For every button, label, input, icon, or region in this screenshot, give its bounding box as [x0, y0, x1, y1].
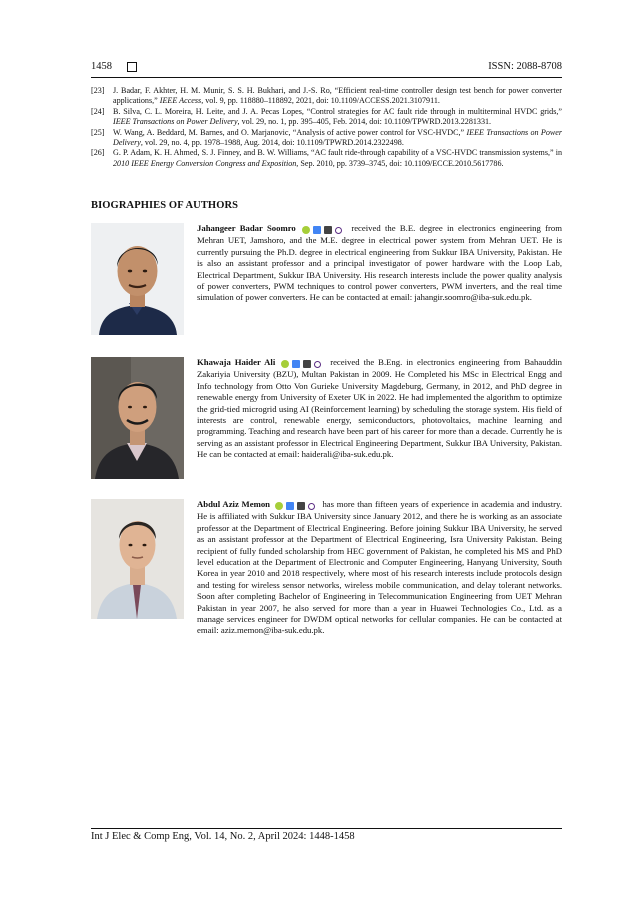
- reference-text: , vol. 29, no. 1, pp. 395–405, Feb. 2014, doi: 10.1109/TPWRD.2013.2281331.: [237, 117, 492, 127]
- author-profile-links: [302, 224, 345, 235]
- reference-number: [26]: [91, 148, 105, 158]
- biography-body: received the B.E. degree in electronics engineering from Mehran UET, Jamshoro, and the M.E. degree in electrical power system from Mehran UET. He is currently pursuing the Ph.D. degree in electrical engineering from Sukkur IBA University, Pakistan. He is also an assistant professor and a principal investigator of power hardware with the Loop Lab, Electrical Department, Sukkur IBA University. His research interests include the power quality analysis of power converters, PWM techniques to control power converters, PWM inverters, and the real time simulation of power converters. He can be contacted at email: jahangir.soomro@iba-suk.edu.pk.: [197, 223, 563, 303]
- google-scholar-icon[interactable]: [286, 502, 294, 510]
- author-photo: [91, 223, 184, 335]
- orcid-icon[interactable]: [281, 360, 289, 368]
- footer-rule: [91, 828, 562, 829]
- reference-text: , vol. 29, no. 4, pp. 1978–1988, Aug. 2014, doi: 10.1109/TPWRD.2014.2322498.: [140, 138, 404, 148]
- reference-venue: IEEE Transactions on Power Delivery: [113, 117, 238, 127]
- issn-label: ISSN: 2088-8708: [488, 61, 562, 72]
- scopus-icon[interactable]: [303, 360, 311, 368]
- square-glyph-icon: [127, 62, 137, 72]
- reference-number: [25]: [91, 127, 105, 137]
- author-profile-links: [281, 358, 324, 369]
- web-of-science-icon[interactable]: [314, 361, 321, 368]
- reference-text: G. P. Adam, K. H. Ahmed, S. J. Finney, and B. W. Williams, “AC fault ride-through capability of a VSC-HVDC transmission systems,” in: [113, 148, 562, 158]
- biography-text: [197, 223, 562, 304]
- orcid-icon[interactable]: [302, 226, 310, 234]
- biography-text: [197, 357, 562, 461]
- google-scholar-icon[interactable]: [313, 226, 321, 234]
- reference-item: [91, 148, 562, 169]
- scopus-icon[interactable]: [324, 226, 332, 234]
- biography-text: [197, 499, 562, 637]
- web-of-science-icon[interactable]: [335, 227, 342, 234]
- running-footer: Int J Elec & Comp Eng, Vol. 14, No. 2, April 2024: 1448-1458: [91, 831, 355, 842]
- reference-text: J. Badar, F. Akhter, H. M. Munir, S. S. H. Bukhari, and J.-S. Ro, “Efficient real-time controller design test bench for power converter applications,”: [113, 86, 562, 106]
- author-photo: [91, 499, 184, 619]
- author-name: Jahangeer Badar Soomro: [197, 223, 296, 233]
- reference-text: B. Silva, C. L. Moreira, H. Leite, and J. A. Pecas Lopes, “Control strategies for AC fault ride through in multiterminal HVDC grids,”: [113, 106, 562, 116]
- author-photo: [91, 357, 184, 479]
- reference-number: [23]: [91, 86, 105, 95]
- author-name: Khawaja Haider Ali: [197, 357, 276, 367]
- reference-list: [91, 86, 562, 169]
- reference-text: , Sep. 2010, pp. 3739–3745, doi: 10.1109/ECCE.2010.5617786.: [296, 158, 504, 168]
- reference-item: [91, 107, 562, 128]
- reference-item: [91, 128, 562, 149]
- reference-text: W. Wang, A. Beddard, M. Barnes, and O. Marjanovic, “Analysis of active power control for VSC-HVDC,”: [113, 127, 467, 137]
- header-rule: [91, 77, 562, 78]
- reference-number: [24]: [91, 106, 105, 116]
- reference-venue: IEEE Access: [159, 96, 202, 106]
- orcid-icon[interactable]: [275, 502, 283, 510]
- author-name: Abdul Aziz Memon: [197, 499, 270, 509]
- google-scholar-icon[interactable]: [292, 360, 300, 368]
- page-number: 1458: [91, 61, 112, 72]
- running-header: [91, 61, 562, 75]
- reference-text: , vol. 9, pp. 118880–118892, 2021, doi: 10.1109/ACCESS.2021.3107911.: [201, 96, 440, 106]
- reference-venue: 2010 IEEE Energy Conversion Congress and Exposition: [113, 158, 297, 168]
- biography-body: has more than fifteen years of experience in academia and industry. He is affiliated with Sukkur IBA University since January 2012, and there he is working as an associate professor at the Department of Electrical Engineering. Before joining Sukkur IBA University, he served as an assistant professor at the Department of Electrical Engineering, Isra University Pakistan. Being recipient of fully funded scholarship from HEC government of Pakistan, he completed his MS and PhD level education at the Department of Electronic and Computer Engineering, Hanyang University, South Korea in year 2010 and 2018 respectively, where most of his research interests include protocols design and testing for wireless sensor networks, wireless mobile communication, and delay tolerant networks. Soon after completing Bachelor of Engineering in Telecommunication Engineering from UET Mehran Pakistan in year 2007, he also served for more than a year in Huawei Technologies Co., Ltd. as a manage services engineer for DWDM optical networks for cellular companies. He can be contacted at email: aziz.memon@iba-suk.edu.pk.: [197, 499, 562, 636]
- scopus-icon[interactable]: [297, 502, 305, 510]
- section-heading: BIOGRAPHIES OF AUTHORS: [91, 200, 239, 211]
- reference-venue: IEEE Transactions on Power Delivery: [113, 127, 563, 148]
- biography-body: received the B.Eng. in electronics engineering from Bahauddin Zakariyia University (BZU), Multan Pakistan in 2009. He Completed his MSc in Electrical Engg and Info technology from Otto Von Gurieke University Magdeburg, Germany, in 2012, and PhD degree in renewable energy from University of Exeter UK in 2022. He had implemented the algorithm to optimize the grid-tied microgrid using AI (Reinforcement learning) by scheduling the storage system. His field of interests are control, renewable energy, semiconductors, photovoltaics, machine learning and programming. Teaching and research have been part of his career for more than a decade. Currently he is serving as an assistant professor in Electrical Engineering Department, Sukkur IBA University, Pakistan. He can be contacted at email: haiderali@iba-suk.edu.pk.: [197, 357, 563, 460]
- reference-item: [91, 86, 562, 107]
- web-of-science-icon[interactable]: [308, 503, 315, 510]
- author-profile-links: [275, 500, 318, 511]
